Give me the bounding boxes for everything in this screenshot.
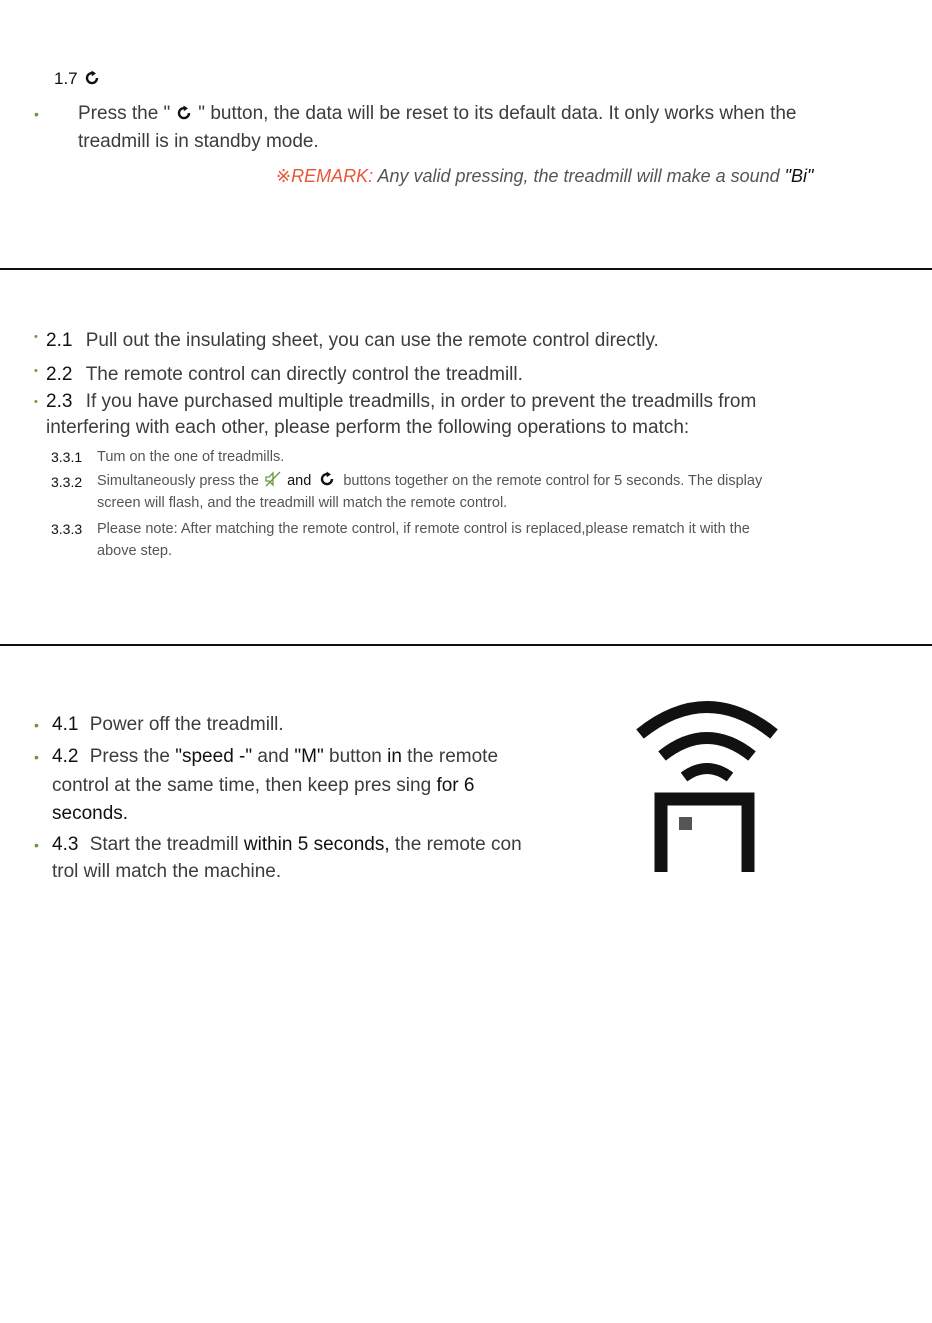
reset-paragraph-line1 [78, 100, 797, 127]
item-text: within 5 seconds, [243, 834, 390, 855]
item-2-2 [46, 362, 523, 388]
item-number: 2.2 [46, 364, 73, 385]
speed-label: "speed -" [175, 746, 253, 767]
remark-symbol: ※ [276, 166, 292, 186]
bullet: • [34, 749, 39, 765]
sub-item-text: buttons together on the remote control for 5 seconds. The display [343, 473, 763, 489]
reset-text-a: Press the " [78, 103, 171, 124]
m-label: "M" [294, 746, 324, 767]
item-2-3 [46, 389, 756, 415]
sub-item-text: above step. [97, 543, 172, 559]
item-number: 2.1 [46, 330, 73, 351]
reset-icon [319, 471, 335, 487]
bullet: • [34, 837, 39, 853]
item-text: The remote control can directly control the treadmill. [85, 364, 523, 385]
item-4-3-line1 [52, 832, 522, 858]
item-text: control at the same time, then keep pres [52, 775, 397, 796]
item-number: 4.2 [52, 746, 79, 767]
sub-item-text: screen will flash, and the treadmill will match the remote control. [97, 495, 508, 511]
bullet: • [34, 396, 38, 408]
reset-paragraph-line2: treadmill is in standby mode. [78, 131, 319, 152]
sub-item-text: Tum on the one of treadmills. [97, 449, 285, 465]
heading-1-7 [54, 69, 100, 89]
wireless-remote-icon [632, 696, 782, 876]
item-text: Start the treadmill [89, 834, 244, 855]
item-text: and [252, 746, 295, 767]
bullet: • [34, 331, 38, 343]
remark-label: REMARK: [291, 166, 374, 186]
item-text: in [387, 746, 402, 767]
item-4-1 [52, 712, 284, 738]
item-text: If you have purchased multiple treadmills, in order to prevent the treadmills from [85, 391, 757, 412]
remark-line [276, 166, 813, 187]
item-text: Pull out the insulating sheet, you can use the remote control directly. [85, 330, 659, 351]
item-text: the remote con [389, 834, 522, 855]
reset-icon [84, 70, 100, 86]
bullet: • [34, 717, 39, 733]
item-4-2-line1 [52, 744, 498, 770]
bullet: • [34, 106, 39, 122]
item-number: 4.1 [52, 714, 79, 735]
item-text: Press the [89, 746, 176, 767]
sub-item-text: Simultaneously press the [97, 473, 259, 489]
item-number: 4.3 [52, 834, 79, 855]
item-text: the remote [401, 746, 499, 767]
item-text: Power off the treadmill. [89, 714, 284, 735]
item-4-2-line3: seconds. [52, 803, 129, 824]
heading-number: 1.7 [54, 69, 78, 88]
item-text: sing [396, 775, 437, 796]
item-4-2-line2 [52, 773, 474, 799]
item-text: for 6 [436, 775, 475, 796]
item-2-1 [46, 328, 659, 354]
bullet: • [34, 365, 38, 377]
remark-text: Any valid pressing, the treadmill will make a sound [377, 166, 780, 186]
item-2-3-continued: interfering with each other, please perform the following operations to match: [46, 417, 690, 438]
divider [0, 268, 932, 270]
item-number: 2.3 [46, 391, 73, 412]
sub-item-text: Please note: After matching the remote control, if remote control is replaced,please rematch it with the [97, 521, 750, 537]
remark-quote: "Bi" [784, 166, 814, 186]
item-4-3-line2: trol will match the machine. [52, 861, 282, 882]
sub-item-number: 3.3.3 [51, 521, 83, 537]
sub-item-number: 3.3.1 [51, 449, 83, 465]
divider [0, 644, 932, 646]
sub-item-number: 3.3.2 [51, 474, 83, 490]
mute-icon [263, 470, 283, 488]
sub-item-text: and [287, 473, 312, 489]
item-text: button [323, 746, 388, 767]
sub-item-3-3-2-line1 [97, 470, 762, 492]
reset-icon [176, 105, 192, 121]
reset-text-b: " button, the data will be reset to its default data. It only works when the [198, 103, 797, 124]
